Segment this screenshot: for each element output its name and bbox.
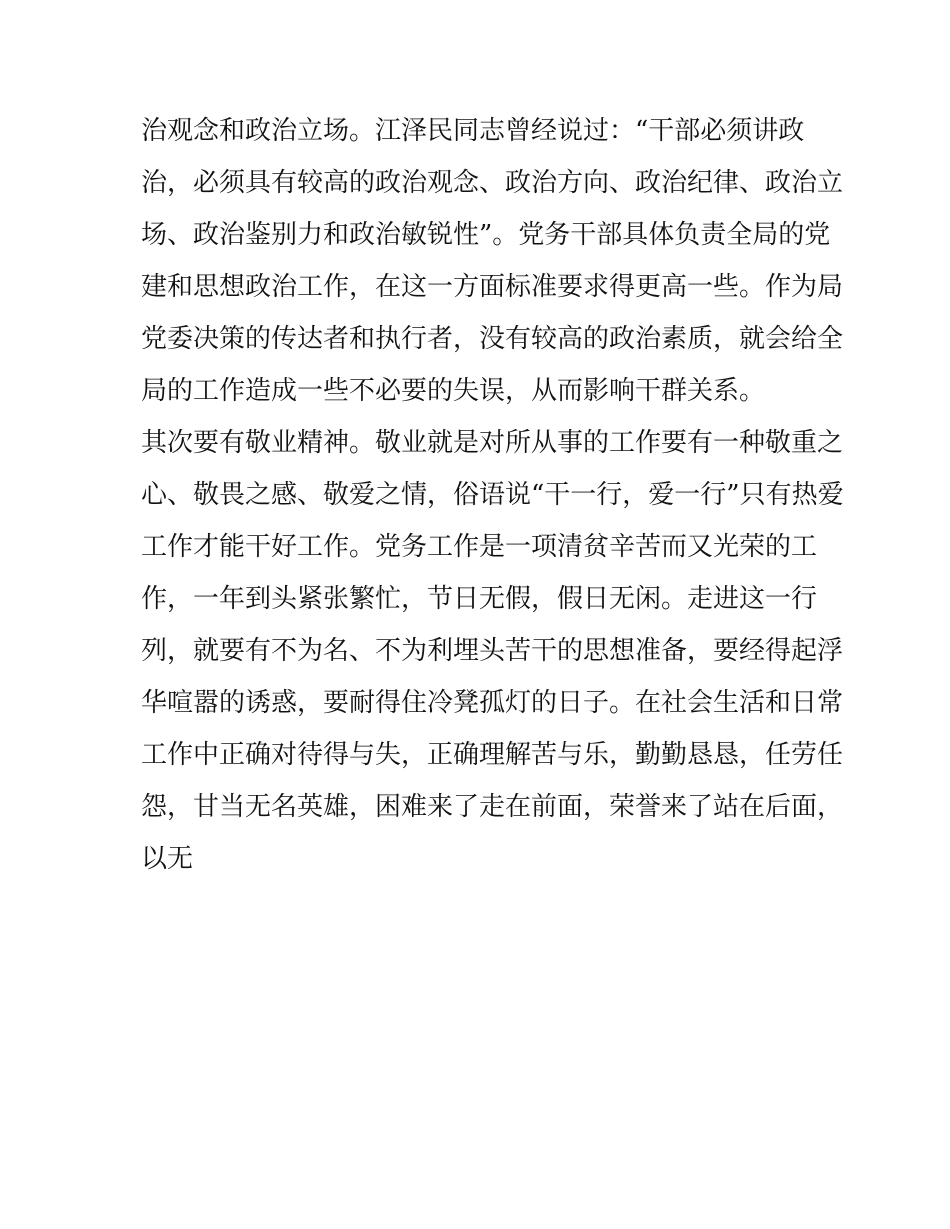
text-line: 治，必须具有较高的政治观念、政治方向、政治纪律、政治立 bbox=[141, 168, 844, 198]
document-body bbox=[141, 108, 844, 888]
text-line: 工作才能干好工作。党务工作是一项清贫辛苦而又光荣的工 bbox=[141, 532, 818, 562]
text-line: 局的工作造成一些不必要的失误，从而影响干群关系。 bbox=[141, 376, 766, 406]
text-line: 怨，甘当无名英雄，困难来了走在前面，荣誉来了站在后面， bbox=[141, 792, 844, 822]
text-line: 心、敬畏之感、敬爱之情，俗语说“干一行，爱一行”只有热爱 bbox=[141, 480, 844, 510]
text-line: 党委决策的传达者和执行者，没有较高的政治素质，就会给全 bbox=[141, 324, 844, 354]
text-line: 工作中正确对待得与失，正确理解苦与乐，勤勤恳恳，任劳任 bbox=[141, 740, 844, 770]
text-line: 其次要有敬业精神。敬业就是对所从事的工作要有一种敬重之 bbox=[141, 428, 844, 458]
text-line: 作，一年到头紧张繁忙，节日无假，假日无闲。走进这一行 bbox=[141, 584, 818, 614]
text-line: 治观念和政治立场。江泽民同志曾经说过：“干部必须讲政 bbox=[141, 116, 805, 146]
text-line: 以无 bbox=[141, 844, 194, 874]
text-line: 场、政治鉴别力和政治敏锐性”。党务干部具体负责全局的党 bbox=[141, 220, 831, 250]
text-line: 华喧嚣的诱惑，要耐得住冷凳孤灯的日子。在社会生活和日常 bbox=[141, 688, 844, 718]
text-line: 列，就要有不为名、不为利埋头苦干的思想准备，要经得起浮 bbox=[141, 636, 844, 666]
text-line: 建和思想政治工作，在这一方面标准要求得更高一些。作为局 bbox=[141, 272, 844, 302]
